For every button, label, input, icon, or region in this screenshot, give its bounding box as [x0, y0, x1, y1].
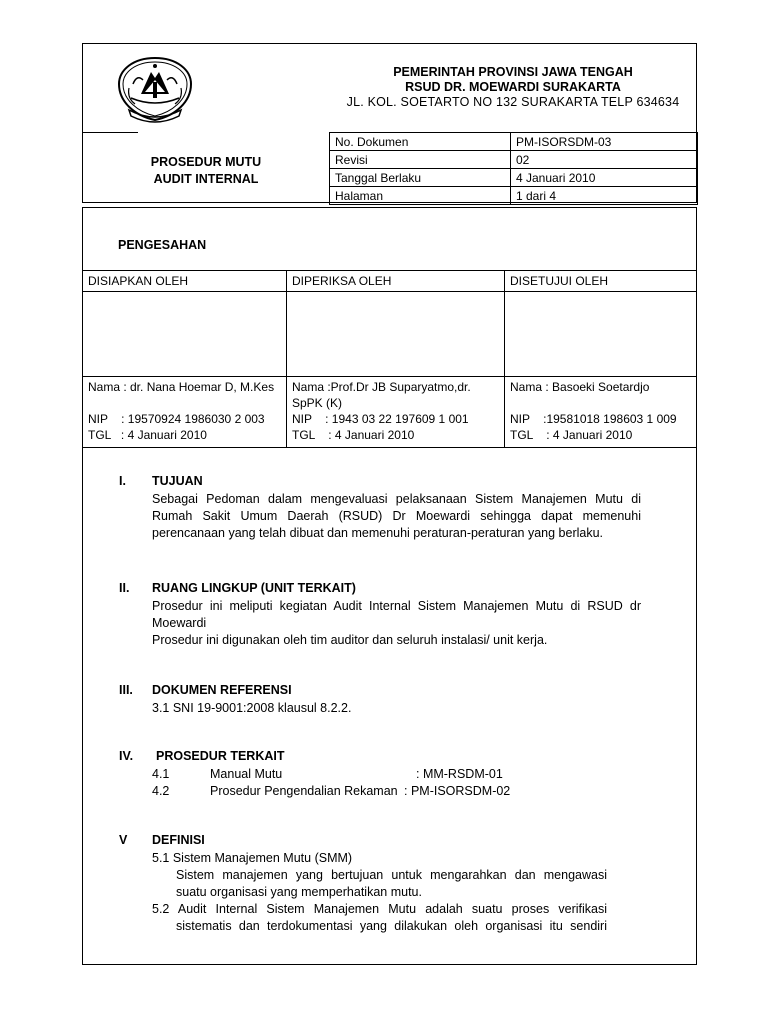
info-label: No. Dokumen [330, 133, 511, 151]
pengesahan-heading: PENGESAHAN [118, 238, 207, 252]
hospital-name: RSUD DR. MOEWARDI SURAKARTA [405, 80, 621, 94]
section-body [152, 598, 641, 649]
signature-box [287, 292, 505, 377]
section-title: DOKUMEN REFERENSI [152, 683, 292, 697]
item-name: Manual Mutu [210, 767, 283, 781]
title-line-1: PROSEDUR MUTU [150, 155, 262, 169]
signature-box [505, 292, 697, 377]
document-body [82, 207, 697, 965]
signer-date: TGL : 4 Januari 2010 [88, 428, 207, 442]
body-line: Sistem manajemen yang bertujuan untuk mengarahkan dan mengawasi [176, 868, 607, 882]
document-info-table [329, 132, 698, 205]
column-reviewed-by: DIPERIKSA OLEH [287, 271, 505, 292]
section-title: RUANG LINGKUP (UNIT TERKAIT) [152, 581, 356, 595]
body-line: 3.1 SNI 19-9001:2008 klausul 8.2.2. [152, 701, 352, 715]
signature-row [83, 292, 697, 377]
info-value: 4 Januari 2010 [511, 169, 698, 187]
signer-date: TGL : 4 Januari 2010 [292, 428, 415, 442]
body-line: Sebagai Pedoman dalam mengevaluasi pelaksanaan Sistem Manajemen Mutu di [152, 492, 641, 506]
body-line: 5.2 Audit Internal Sistem Manajemen Mutu adalah suatu proses verifikasi [152, 902, 607, 916]
section-body [152, 850, 607, 935]
signer-date: TGL : 4 Januari 2010 [510, 428, 633, 442]
approval-header-row [83, 271, 697, 292]
logo-area [83, 44, 329, 132]
info-value: 02 [511, 151, 698, 169]
signer-name: Nama : Basoeki Soetardjo [510, 380, 650, 394]
signer-name: Nama : dr. Nana Hoemar D, M.Kes [88, 380, 275, 394]
section-number: I. [119, 474, 126, 488]
section-body [152, 491, 641, 542]
title-line-2: AUDIT INTERNAL [153, 172, 259, 186]
section-title: PROSEDUR TERKAIT [156, 749, 285, 763]
section-number: V [119, 833, 128, 847]
body-line: Moewardi [152, 616, 207, 630]
body-line: sistematis dan terdokumentasi yang dilakukan oleh organisasi itu sendiri [176, 919, 607, 933]
signature-box [83, 292, 287, 377]
body-line: suatu organisasi yang memperhatikan mutu. [176, 885, 422, 899]
definition-heading: 5.1 Sistem Manajemen Mutu (SMM) [152, 851, 353, 865]
item-name: Prosedur Pengendalian Rekaman [210, 784, 398, 798]
info-label: Halaman [330, 187, 511, 205]
hospital-address: JL. KOL. SOETARTO NO 132 SURAKARTA TELP 634634 [346, 95, 680, 109]
signer-name-cont [510, 395, 691, 411]
signer-name: Nama :Prof.Dr JB Suparyatmo,dr. [292, 380, 471, 394]
signer-nip: NIP :19581018 198603 1 009 [510, 412, 677, 426]
institution-block [329, 44, 697, 132]
body-line: Prosedur ini digunakan oleh tim auditor dan seluruh instalasi/ unit kerja. [152, 633, 548, 647]
jawa-tengah-emblem-logo [111, 54, 199, 126]
government-name: PEMERINTAH PROVINSI JAWA TENGAH [393, 65, 633, 79]
info-label: Revisi [330, 151, 511, 169]
info-row [330, 151, 698, 169]
section-number: II. [119, 581, 130, 595]
info-value: 1 dari 4 [511, 187, 698, 205]
signer-name-cont [88, 395, 281, 411]
info-value: PM-ISORSDM-03 [511, 133, 698, 151]
section-body [152, 700, 641, 717]
info-label: Tanggal Berlaku [330, 169, 511, 187]
body-line: Prosedur ini meliputi kegiatan Audit Internal Sistem Manajemen Mutu di RSUD dr [152, 599, 641, 613]
section-number: III. [119, 683, 133, 697]
list-item [152, 783, 641, 800]
signer-details-row [83, 377, 697, 448]
item-number: 4.2 [152, 784, 170, 798]
info-row [330, 133, 698, 151]
info-row [330, 187, 698, 205]
item-number: 4.1 [152, 767, 170, 781]
signer-approved [505, 377, 697, 448]
column-prepared-by: DISIAPKAN OLEH [83, 271, 287, 292]
signer-prepared [83, 377, 287, 448]
document-header [82, 43, 697, 203]
approval-table [82, 270, 697, 448]
section-title: DEFINISI [152, 833, 205, 847]
body-line: perencanaan yang telah dibuat dan memenuhi peraturan-peraturan yang berlaku. [152, 526, 604, 540]
body-line: Rumah Sakit Umum Daerah (RSUD) Dr Moewardi sehingga dapat memenuhi [152, 509, 641, 523]
info-row [330, 169, 698, 187]
signer-name-cont: SpPK (K) [292, 396, 343, 410]
signer-reviewed [287, 377, 505, 448]
signer-nip: NIP : 1943 03 22 197609 1 001 [292, 412, 469, 426]
item-code: : MM-RSDM-01 [416, 767, 503, 781]
related-procedures-list [152, 766, 641, 800]
section-number: IV. [119, 749, 134, 763]
section-title: TUJUAN [152, 474, 203, 488]
list-item [152, 766, 641, 783]
signer-nip: NIP : 19570924 1986030 2 003 [88, 412, 265, 426]
item-code: : PM-ISORSDM-02 [404, 784, 511, 798]
column-approved-by: DISETUJUI OLEH [505, 271, 697, 292]
document-title [83, 132, 329, 204]
